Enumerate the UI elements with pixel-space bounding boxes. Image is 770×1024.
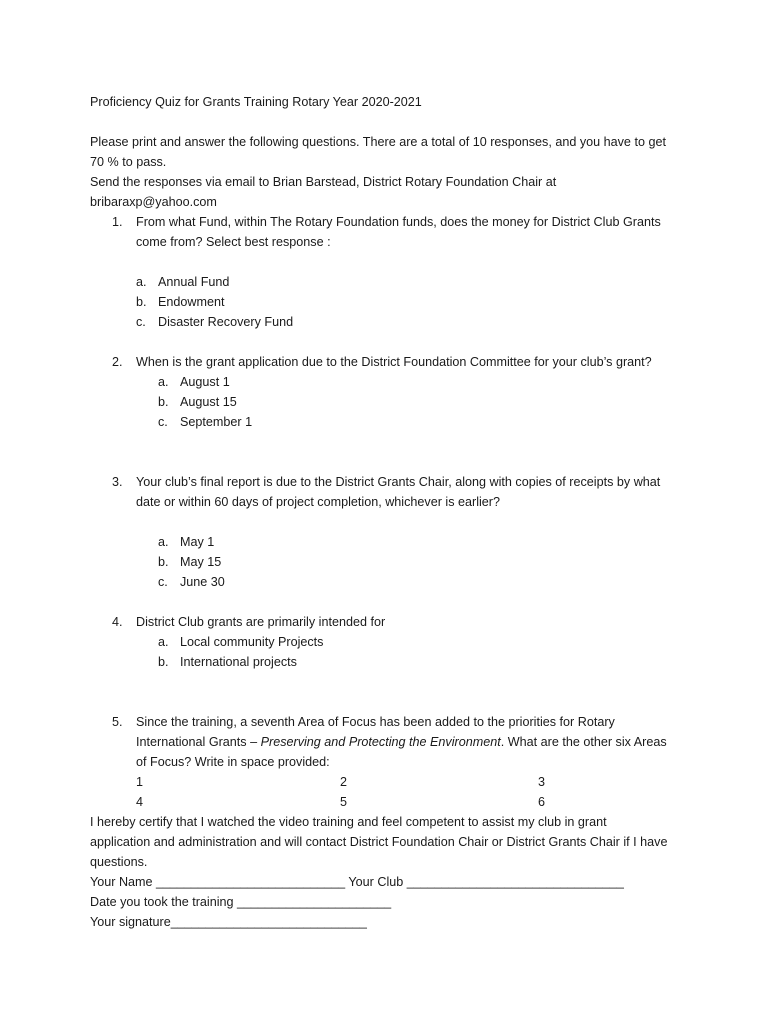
option-a: a. May 1 xyxy=(158,535,215,549)
question-text: District Club grants are primarily intended for xyxy=(136,615,386,629)
answer-slots-row-1 xyxy=(136,772,690,792)
slot-2: 2 xyxy=(340,775,348,789)
question-text: of Focus? Write in space provided: xyxy=(136,755,330,769)
option-a: a. August 1 xyxy=(158,375,230,389)
question-number: 2. xyxy=(112,355,123,369)
question-text: Your club’s final report is due to the District Grants Chair, along with copies of receipts by what xyxy=(136,475,661,489)
answer-slots-row-2 xyxy=(136,792,690,812)
option-c: c. Disaster Recovery Fund xyxy=(136,315,294,329)
question-text: When is the grant application due to the District Foundation Committee for your club’s grant? xyxy=(136,355,652,369)
question-4 xyxy=(90,612,690,632)
quiz-document xyxy=(90,92,690,932)
your-club-field[interactable]: Your Club _______________________________ xyxy=(345,875,624,889)
slot-6: 6 xyxy=(538,795,546,809)
intro-line-3: Send the responses via email to Brian Barstead, District Rotary Foundation Chair at xyxy=(90,175,557,189)
question-2 xyxy=(90,352,690,372)
document-title: Proficiency Quiz for Grants Training Rotary Year 2020-2021 xyxy=(90,95,422,109)
question-text: International Grants – Preserving and Protecting the Environment. What are the other six Areas xyxy=(136,735,667,749)
certify-line-3: questions. xyxy=(90,855,148,869)
option-c: c. June 30 xyxy=(158,575,225,589)
option-c: c. September 1 xyxy=(158,415,253,429)
question-1-options xyxy=(136,272,690,332)
question-text: Since the training, a seventh Area of Focus has been added to the priorities for Rotary xyxy=(136,715,615,729)
option-b: b. May 15 xyxy=(158,555,222,569)
question-number: 4. xyxy=(112,615,123,629)
intro-line-2: 70 % to pass. xyxy=(90,155,167,169)
option-a: a. Local community Projects xyxy=(158,635,324,649)
question-text: come from? Select best response : xyxy=(136,235,331,249)
name-club-row xyxy=(90,872,690,892)
slot-1: 1 xyxy=(136,775,144,789)
option-b: b. Endowment xyxy=(136,295,225,309)
your-name-field[interactable]: Your Name ___________________________ xyxy=(90,875,346,889)
question-number: 3. xyxy=(112,475,123,489)
option-a: a. Annual Fund xyxy=(136,275,230,289)
italic-focus-area: Preserving and Protecting the Environment xyxy=(260,735,501,749)
question-1 xyxy=(90,212,690,252)
question-5 xyxy=(90,712,690,772)
question-4-options xyxy=(158,632,690,672)
question-2-options xyxy=(158,372,690,432)
option-b: b. August 15 xyxy=(158,395,237,409)
question-3-options xyxy=(158,532,690,592)
training-date-field[interactable]: Date you took the training ______________________ xyxy=(90,895,392,909)
slot-3: 3 xyxy=(538,775,546,789)
option-b: b. International projects xyxy=(158,655,297,669)
certify-line-2: application and administration and will contact District Foundation Chair or District Grants Chair if I have xyxy=(90,835,668,849)
certify-line-1: I hereby certify that I watched the video training and feel competent to assist my club in grant xyxy=(90,815,607,829)
question-number: 1. xyxy=(112,215,123,229)
question-text: date or within 60 days of project completion, whichever is earlier? xyxy=(136,495,501,509)
intro-email: bribaraxp@yahoo.com xyxy=(90,195,217,209)
question-3 xyxy=(90,472,690,512)
question-text: From what Fund, within The Rotary Foundation funds, does the money for District Club Grants xyxy=(136,215,661,229)
intro-line-1: Please print and answer the following questions. There are a total of 10 responses, and you have to get xyxy=(90,135,666,149)
slot-5: 5 xyxy=(340,795,348,809)
question-number: 5. xyxy=(112,715,123,729)
slot-4: 4 xyxy=(136,795,144,809)
signature-field[interactable]: Your signature____________________________ xyxy=(90,915,367,929)
